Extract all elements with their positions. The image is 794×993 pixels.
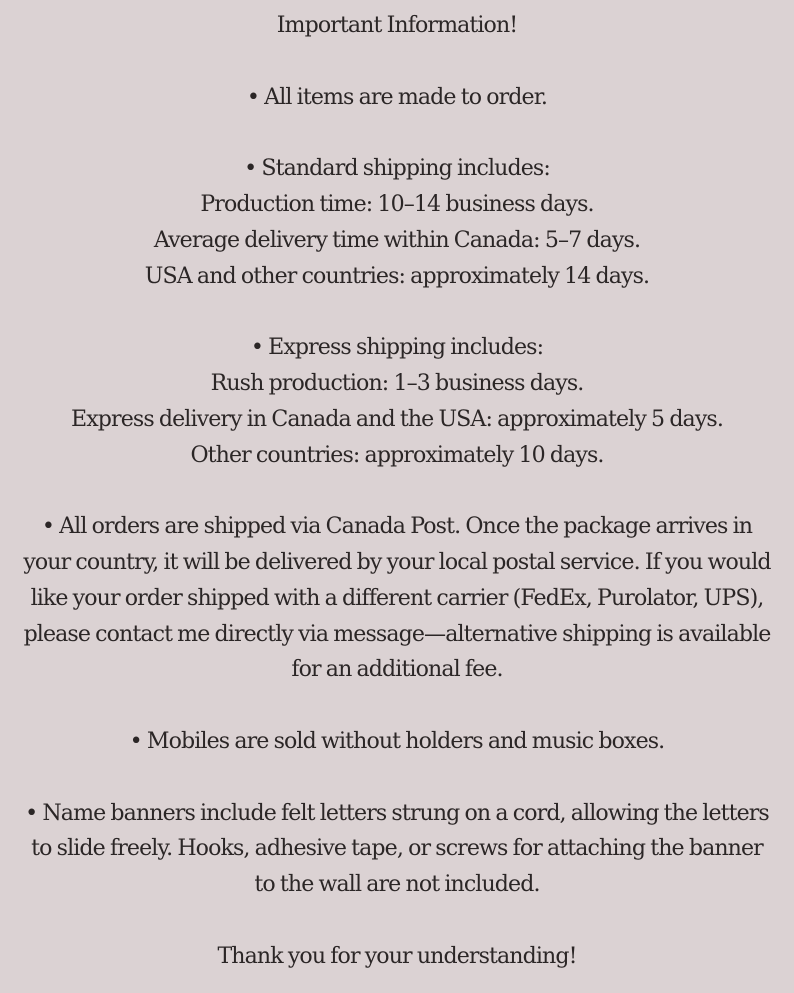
name-banners-line: to the wall are not included.	[254, 871, 540, 898]
mobiles-section	[0, 724, 794, 760]
spacer	[0, 115, 794, 151]
canada-post-line: for an additional fee.	[291, 656, 503, 683]
name-banners-line: to slide freely. Hooks, adhesive tape, or screws for attaching the banner	[31, 835, 763, 862]
standard-international-delivery: USA and other countries: approximately 14 days.	[144, 262, 650, 289]
express-other-countries-delivery: Other countries: approximately 10 days.	[190, 441, 604, 468]
spacer	[0, 294, 794, 330]
canada-post-line: please contact me directly via message—alternative shipping is available	[23, 620, 771, 647]
made-to-order-bullet: • All items are made to order.	[246, 83, 548, 110]
express-canada-usa-delivery: Express delivery in Canada and the USA: approximately 5 days.	[71, 405, 723, 432]
closing-message: Thank you for your understanding!	[217, 942, 577, 969]
spacer	[0, 903, 794, 939]
express-shipping-section	[0, 330, 794, 473]
spacer	[0, 44, 794, 80]
name-banners-line: • Name banners include felt letters strung on a cord, allowing the letters	[25, 799, 769, 826]
spacer	[0, 473, 794, 509]
standard-production-time: Production time: 10–14 business days.	[200, 190, 594, 217]
standard-shipping-section	[0, 151, 794, 294]
name-banners-section	[0, 796, 794, 903]
canada-post-line: your country, it will be delivered by your local postal service. If you would	[23, 548, 771, 575]
canada-post-line: like your order shipped with a different carrier (FedEx, Purolator, UPS),	[30, 584, 764, 611]
made-to-order-section	[0, 80, 794, 116]
canada-post-line: • All orders are shipped via Canada Post. Once the package arrives in	[41, 513, 753, 540]
standard-shipping-heading: • Standard shipping includes:	[244, 155, 550, 182]
express-shipping-heading: • Express shipping includes:	[250, 334, 544, 361]
canada-post-section	[0, 509, 794, 688]
spacer	[0, 760, 794, 796]
standard-canada-delivery: Average delivery time within Canada: 5–7 days.	[153, 226, 641, 253]
notice-title: Important Information!	[276, 12, 518, 38]
mobiles-bullet: • Mobiles are sold without holders and music boxes.	[129, 727, 665, 754]
express-production-time: Rush production: 1–3 business days.	[210, 369, 584, 396]
spacer	[0, 688, 794, 724]
